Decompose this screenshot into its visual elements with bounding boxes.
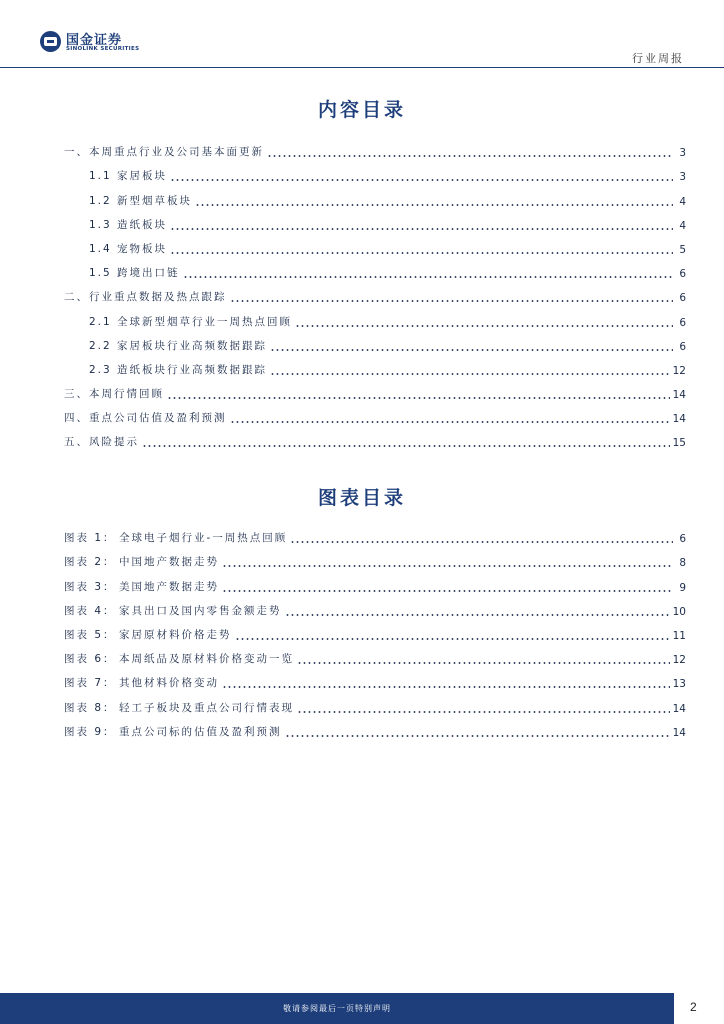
- toc-entry[interactable]: [64, 329, 686, 353]
- figure-entry[interactable]: [64, 521, 686, 545]
- toc-entry-page: 3: [679, 147, 686, 160]
- figures-list: [64, 521, 686, 739]
- figure-page: 11: [672, 629, 686, 642]
- figure-label: 图表 2：: [64, 556, 116, 569]
- toc-entry-text: 2.2 家居板块行业高频数据跟踪: [89, 339, 268, 352]
- figure-title: 轻工子板块及重点公司行情表现: [119, 701, 294, 714]
- figure-title: 中国地产数据走势: [119, 556, 219, 569]
- toc-entry-text: 1.5 跨境出口链: [89, 267, 180, 280]
- figure-title: 家居原材料价格走势: [119, 628, 232, 641]
- dot-leader: [183, 276, 673, 278]
- toc-entry-text: 三、本周行情回顾: [64, 388, 164, 401]
- figures-title: 图表目录: [317, 487, 406, 509]
- toc-entry-page: 6: [679, 268, 686, 281]
- dot-leader: [170, 252, 673, 254]
- toc-entry-page: 14: [672, 413, 686, 426]
- toc-entry-text: 1.4 宠物板块: [89, 242, 168, 255]
- footer-disclaimer: 敬请参阅最后一页特别声明: [283, 1004, 391, 1013]
- figure-label: 图表 5：: [64, 628, 116, 641]
- dot-leader: [297, 662, 670, 664]
- dot-leader: [235, 638, 670, 640]
- figure-label: 图表 9：: [64, 725, 116, 738]
- toc-entry-text: 2.1 全球新型烟草行业一周热点回顾: [89, 315, 293, 328]
- dot-leader: [222, 590, 673, 592]
- figure-page: 10: [672, 605, 686, 618]
- figure-label: 图表 7：: [64, 677, 116, 690]
- dot-leader: [230, 300, 674, 302]
- toc-entry-page: 12: [672, 364, 686, 377]
- toc-entry[interactable]: [64, 159, 686, 183]
- figure-entry[interactable]: [64, 715, 686, 739]
- page-number: 2: [690, 1000, 697, 1014]
- toc-entry-page: 4: [679, 195, 686, 208]
- toc-entry[interactable]: [64, 401, 686, 425]
- toc-entry-page: 14: [672, 389, 686, 402]
- figure-page: 6: [679, 533, 686, 546]
- figure-page: 12: [672, 654, 686, 667]
- dot-leader: [170, 228, 673, 230]
- dot-leader: [195, 204, 673, 206]
- figure-page: 9: [679, 581, 686, 594]
- dot-leader: [295, 325, 673, 327]
- toc-entry[interactable]: [64, 377, 686, 401]
- header-divider: [0, 67, 724, 68]
- logo-mark-icon: [40, 31, 61, 52]
- figure-label: 图表 1：: [64, 532, 116, 545]
- toc-entry[interactable]: [64, 135, 686, 159]
- figure-page: 8: [679, 557, 686, 570]
- figure-entry[interactable]: [64, 618, 686, 642]
- figure-title: 其他材料价格变动: [119, 677, 219, 690]
- toc-entry[interactable]: [64, 353, 686, 377]
- toc-entry[interactable]: [64, 304, 686, 328]
- dot-leader: [267, 155, 673, 157]
- figure-entry[interactable]: [64, 642, 686, 666]
- toc-entry-page: 4: [679, 219, 686, 232]
- figure-title: 重点公司标的估值及盈利预测: [119, 725, 282, 738]
- toc-entry-page: 5: [679, 243, 686, 256]
- toc-entry[interactable]: [64, 208, 686, 232]
- toc-entry-text: 五、风险提示: [64, 436, 139, 449]
- document-type-label: 行业周报: [632, 52, 684, 65]
- figure-page: 14: [672, 726, 686, 739]
- contents-list: [64, 135, 686, 449]
- dot-leader: [167, 397, 670, 399]
- figure-entry[interactable]: [64, 569, 686, 593]
- toc-entry-text: 2.3 造纸板块行业高频数据跟踪: [89, 363, 268, 376]
- toc-entry-text: 四、重点公司估值及盈利预测: [64, 412, 227, 425]
- toc-entry-page: 3: [679, 171, 686, 184]
- figure-title: 家具出口及国内零售金额走势: [119, 604, 282, 617]
- toc-entry-text: 一、本周重点行业及公司基本面更新: [64, 146, 264, 159]
- toc-entry[interactable]: [64, 183, 686, 207]
- dot-leader: [222, 565, 673, 567]
- figure-label: 图表 4：: [64, 604, 116, 617]
- logo-chinese-name: 国金证券: [66, 33, 123, 48]
- dot-leader: [290, 541, 673, 543]
- dot-leader: [222, 686, 670, 688]
- toc-entry-page: 6: [679, 316, 686, 329]
- logo-english-name: SINOLINK SECURITIES: [66, 46, 140, 52]
- figure-entry[interactable]: [64, 545, 686, 569]
- toc-entry-text: 1.1 家居板块: [89, 170, 168, 183]
- figure-label: 图表 8：: [64, 701, 116, 714]
- dot-leader: [270, 373, 670, 375]
- toc-entry[interactable]: [64, 425, 686, 449]
- toc-entry-text: 二、行业重点数据及热点跟踪: [64, 291, 227, 304]
- dot-leader: [170, 179, 673, 181]
- dot-leader: [285, 735, 670, 737]
- figure-entry[interactable]: [64, 666, 686, 690]
- figure-label: 图表 6：: [64, 653, 116, 666]
- toc-entry-text: 1.3 造纸板块: [89, 218, 168, 231]
- toc-entry[interactable]: [64, 256, 686, 280]
- company-logo: [40, 30, 190, 54]
- page-footer: [0, 993, 674, 1024]
- toc-entry[interactable]: [64, 280, 686, 304]
- toc-entry-page: 6: [679, 340, 686, 353]
- figure-page: 13: [672, 678, 686, 691]
- figure-label: 图表 3：: [64, 580, 116, 593]
- page-header: [0, 0, 724, 68]
- dot-leader: [142, 445, 670, 447]
- toc-entry-page: 6: [679, 292, 686, 305]
- figure-title: 美国地产数据走势: [119, 580, 219, 593]
- toc-entry-text: 1.2 新型烟草板块: [89, 194, 193, 207]
- toc-entry[interactable]: [64, 232, 686, 256]
- figure-entry[interactable]: [64, 594, 686, 618]
- dot-leader: [297, 711, 670, 713]
- figure-entry[interactable]: [64, 690, 686, 714]
- figure-title: 本周纸品及原材料价格变动一览: [119, 653, 294, 666]
- contents-title: 内容目录: [317, 99, 406, 121]
- figure-page: 14: [672, 702, 686, 715]
- toc-entry-page: 15: [672, 437, 686, 450]
- dot-leader: [285, 614, 670, 616]
- dot-leader: [230, 421, 670, 423]
- dot-leader: [270, 349, 673, 351]
- figure-title: 全球电子烟行业-一周热点回顾: [119, 532, 288, 545]
